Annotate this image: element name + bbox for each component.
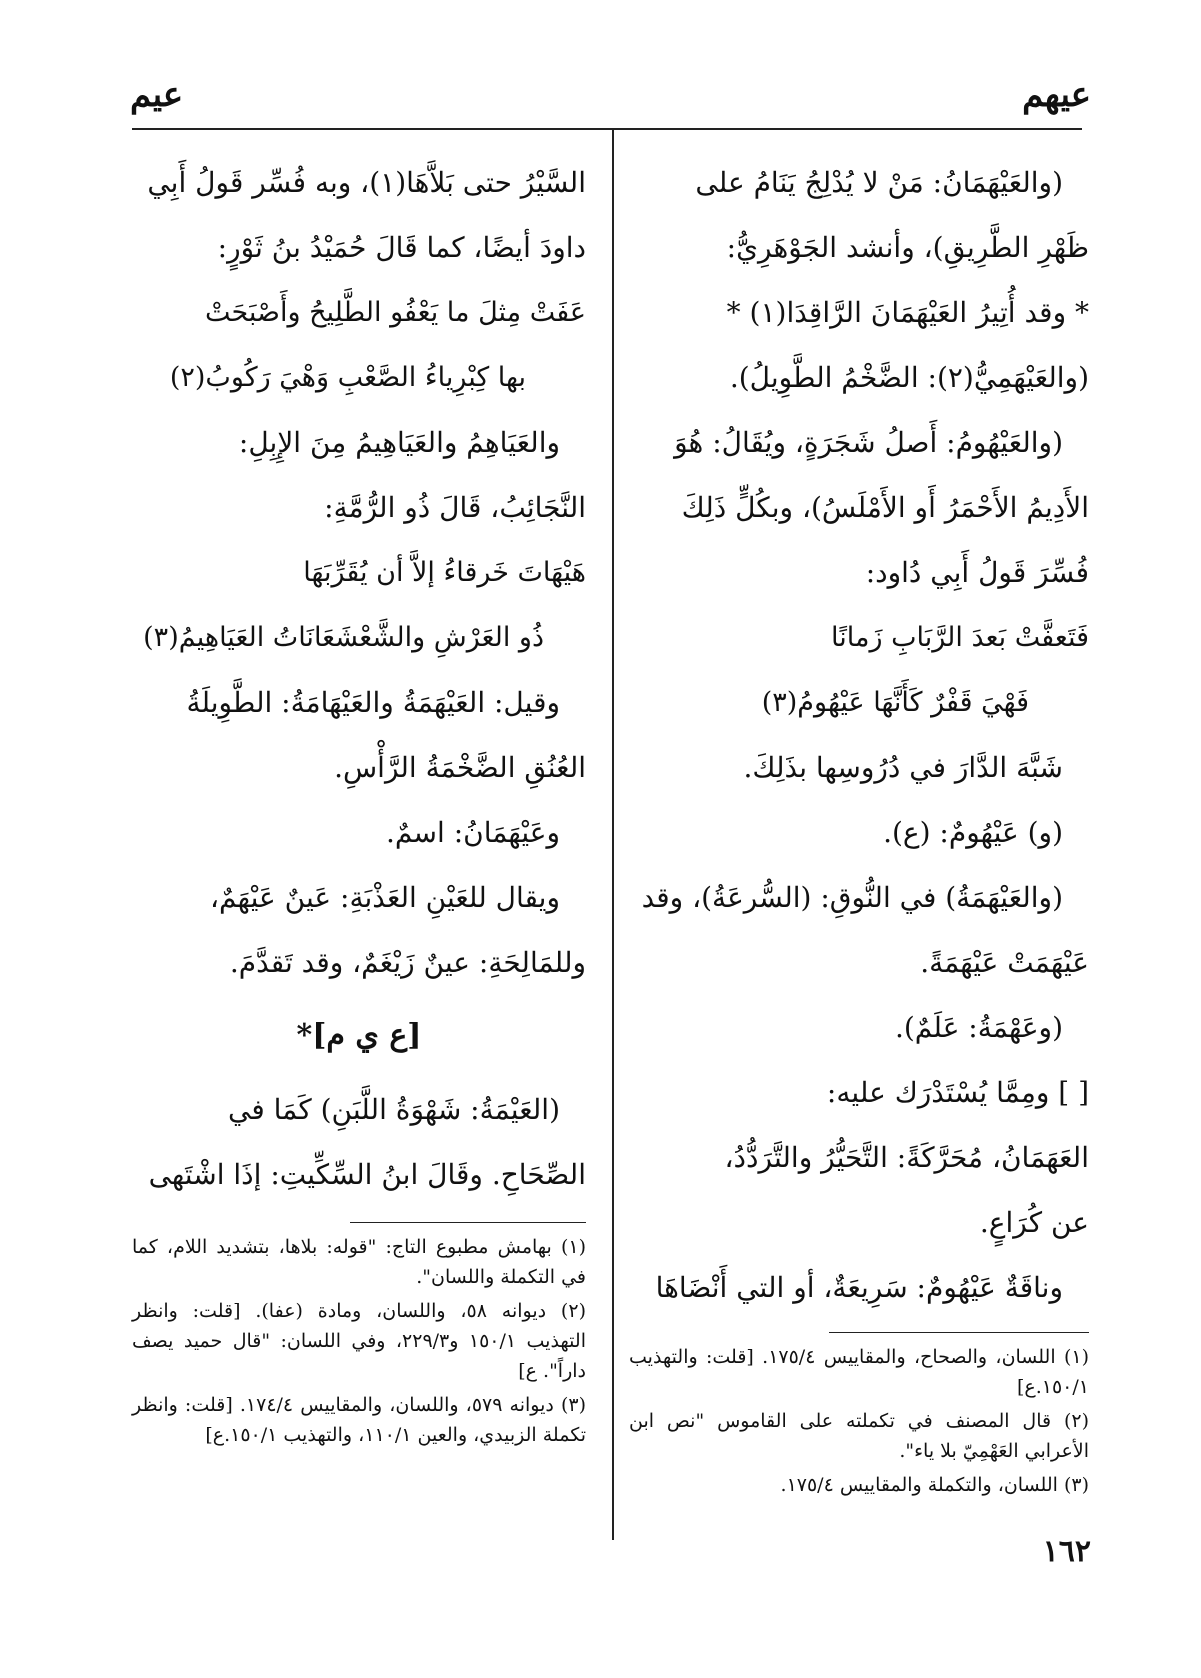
verse-line: بها كِبْرِياءُ الصَّعْبِ وَهْيَ رَكُوبُ(٢) — [169, 362, 526, 393]
entry-line: العُنُقِ الضَّخْمَةُ الرَّأْسِ. — [334, 751, 586, 784]
verse-line: هَيْهَاتَ خَرقاءُ إلاَّ أن يُقَرِّبَهَا — [303, 557, 586, 588]
column-divider — [612, 130, 614, 1540]
entry-line: الأَدِيمُ الأَحْمَرُ أَو الأَمْلَسُ)، وبكُلٍّ ذَلِكَ — [681, 491, 1089, 524]
page-number: ١٦٢ — [1042, 1534, 1091, 1569]
footnote: (٣) ديوانه ٥٧٩، واللسان، والمقاييس ١٧٤/٤. [قلت: وانظر تكملة الزبيدي، والعين ١١٠/١، والتهذيب ١٥٠/١.ع] — [132, 1394, 587, 1446]
verse-line: * وقد أُتِيرُ العَيْهَمَانَ الرَّاقِدَا(١) * — [726, 296, 1089, 329]
verse-line: عَفَتْ مِثلَ ما يَعْفُو الطَّلِيحُ وأَصْبَحَتْ — [204, 297, 586, 328]
entry-line: [ ] ومِمَّا يُسْتَدْرَك عليه: — [826, 1076, 1089, 1109]
section-heading: [ع ي م]* — [296, 1018, 422, 1053]
entry-line: وقيل: العَيْهَمَةُ والعَيْهَامَةُ: الطَّوِيلَةُ — [186, 686, 560, 719]
running-head-left: عيم — [130, 75, 184, 115]
footnote: (٢) ديوانه ٥٨، واللسان، ومادة (عفا). [قلت: وانظر التهذيب ١٥٠/١ و٢٢٩/٣، وفي اللسان: "قال حميد يصف داراً". ع] — [132, 1300, 586, 1382]
footnote: (١) اللسان، والصحاح، والمقاييس ١٧٥/٤. [قلت: والتهذيب ١٥٠/١.ع] — [629, 1346, 1089, 1398]
entry-line: عَيْهَمَتْ عَيْهَمَةً. — [920, 946, 1089, 979]
footnotes-left — [132, 1232, 586, 1454]
left-column — [132, 150, 586, 1207]
entry-line: (والعَيْهَمَةُ) في النُّوقِ: (السُّرعَةُ)، وقد — [641, 881, 1063, 914]
entry-line: الصِّحَاحِ. وقَالَ ابنُ السِّكِّيتِ: إذَا اشْتَهى — [148, 1158, 586, 1191]
footnote-rule-left — [350, 1222, 586, 1223]
entry-line: والعَيَاهِمُ والعَيَاهِيمُ مِنَ الإِبِلِ: — [238, 426, 560, 459]
entry-line: شَبَّهَ الدَّارَ في دُرُوسِها بذَلِكَ. — [743, 751, 1063, 784]
verse-line: فَهْيَ قَفْرٌ كَأَنَّهَا عَيْهُومُ(٣) — [761, 687, 1029, 718]
entry-line: النَّجَائِبُ، قَالَ ذُو الرُّمَّةِ: — [324, 491, 586, 524]
header-rule — [132, 128, 1082, 130]
entry-line: السَّيْرُ حتى بَلاَّهَا(١)، وبه فُسِّر قَولُ أَبِي — [147, 166, 586, 199]
verse-line: ذُو العَرْشِ والشَّعْشَعَانَاتُ العَيَاهِيمُ(٣) — [143, 622, 544, 653]
right-column — [629, 150, 1089, 1320]
running-head-right: عيهم — [1022, 75, 1091, 115]
footnotes-right — [629, 1342, 1089, 1504]
entry-line: (وعَهْمَةُ: عَلَمٌ). — [894, 1011, 1063, 1044]
entry-line: (والعَيْهَمَانُ: مَنْ لا يُدْلِجُ يَنَامُ على — [695, 166, 1063, 199]
entry-line: عن كُرَاعٍ. — [979, 1206, 1089, 1239]
verse-line: فَتَعفَّتْ بَعدَ الرَّبَابِ زَمانًا — [831, 622, 1089, 653]
entry-line: وناقَةٌ عَيْهُومٌ: سَرِيعَةٌ، أو التي أَنْضَاهَا — [655, 1271, 1063, 1304]
entry-line: (و) عَيْهُومٌ: (ع). — [883, 816, 1063, 849]
footnote-rule-right — [829, 1332, 1089, 1333]
entry-line: (والعَيْهُومُ: أَصلُ شَجَرَةٍ، ويُقَالُ: هُوَ — [674, 426, 1063, 459]
entry-line: ويقال للعَيْنِ العَذْبَةِ: عَينٌ عَيْهَمٌ، — [210, 881, 560, 914]
entry-line: داودَ أيضًا، كما قَالَ حُمَيْدُ بنُ ثَوْرٍ: — [217, 231, 586, 264]
entry-line: ظَهْرِ الطَّرِيقِ)، وأنشد الجَوْهَرِيُّ: — [726, 231, 1089, 264]
entry-line: وللمَالِحَةِ: عينٌ زَيْغَمٌ، وقد تَقدَّمَ. — [229, 946, 586, 979]
entry-line: فُسِّرَ قَولُ أَبِي دُاود: — [865, 556, 1089, 589]
entry-line: وعَيْهَمَانُ: اسمٌ. — [386, 816, 560, 849]
entry-line: (والعَيْهَمِيُّ(٢): الضَّخْمُ الطَّوِيلُ). — [729, 361, 1089, 394]
footnote: (٢) قال المصنف في تكملته على القاموس "نص ابن الأعرابي العَهْمِيّ بلا ياء". — [629, 1410, 1089, 1462]
entry-line: (العَيْمَةُ: شَهْوَةُ اللَّبَنِ) كَمَا في — [228, 1093, 560, 1126]
footnote: (٣) اللسان، والتكملة والمقاييس ١٧٥/٤. — [780, 1474, 1089, 1496]
entry-line: العَهَمَانُ، مُحَرَّكَةً: التَّحَيُّرُ والتَّرَدُّدُ، — [724, 1141, 1089, 1174]
footnote: (١) بهامش مطبوع التاج: "قوله: بلاها، بتشديد اللام، كما في التكملة واللسان". — [132, 1236, 586, 1288]
